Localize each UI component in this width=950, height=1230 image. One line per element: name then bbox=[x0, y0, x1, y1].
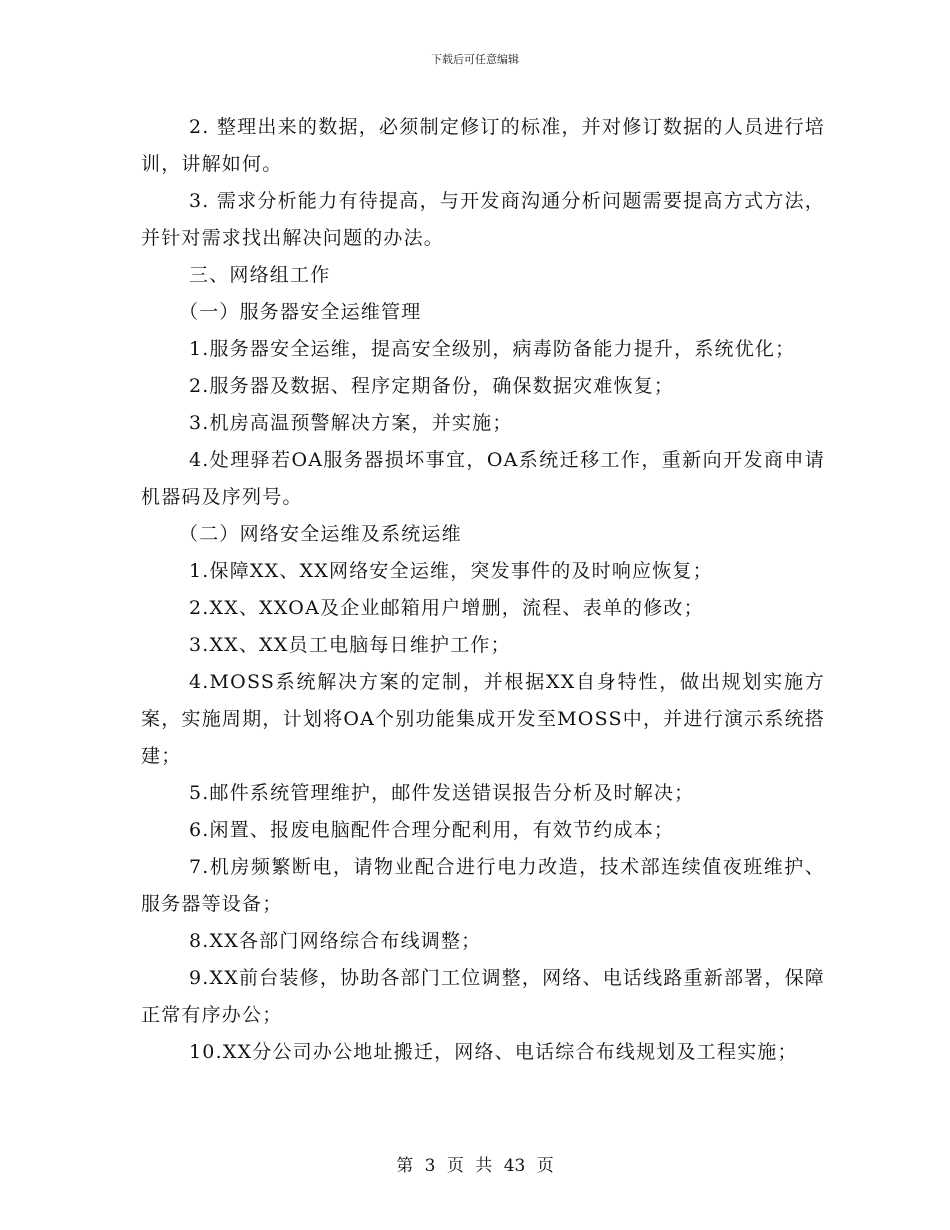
paragraph-network-item-6: 6.闲置、报废电脑配件合理分配利用，有效节约成本； bbox=[189, 819, 675, 841]
paragraph-network-item-9: 9.XX前台装修，协助各部门工位调整，网络、电话线路重新部署，保障正常有序办公； bbox=[141, 967, 825, 1026]
page-number-footer: 第 3 页 共 43 页 bbox=[396, 1156, 554, 1176]
paragraph-server-item-4: 4.处理驿若OA服务器损坏事宜，OA系统迁移工作，重新向开发商申请机器码及序列号。 bbox=[141, 449, 825, 508]
paragraph-network-item-2: 2.XX、XXOA及企业邮箱用户增删，流程、表单的修改； bbox=[189, 597, 704, 619]
paragraph-server-item-1: 1.服务器安全运维，提高安全级别，病毒防备能力提升，系统优化； bbox=[189, 338, 796, 360]
paragraph-network-item-5: 5.邮件系统管理维护，邮件发送错误报告分析及时解决； bbox=[189, 782, 695, 804]
paragraph-network-item-7: 7.机房频繁断电，请物业配合进行电力改造，技术部连续值夜班维护、服务器等设备； bbox=[141, 856, 825, 915]
paragraph-network-item-10: 10.XX分公司办公地址搬迁，网络、电话综合布线规划及工程实施； bbox=[189, 1041, 798, 1063]
section-heading-network-group: 三、网络组工作 bbox=[189, 264, 331, 286]
paragraph-network-item-4: 4.MOSS系统解决方案的定制，并根据XX自身特性，做出规划实施方案，实施周期，计划将OA个别功能集成开发至MOSS中，并进行演示系统搭建； bbox=[141, 671, 825, 767]
paragraph-network-item-1: 1.保障XX、XX网络安全运维，突发事件的及时响应恢复； bbox=[189, 560, 713, 582]
paragraph-network-item-8: 8.XX各部门网络综合布线调整； bbox=[189, 930, 482, 952]
page-header: 下载后可任意编辑 bbox=[431, 53, 519, 66]
paragraph-item-3-requirements-analysis: 3. 需求分析能力有待提高，与开发商沟通分析问题需要提高方式方法，并针对需求找出解决问题的办法。 bbox=[141, 190, 825, 249]
paragraph-network-item-3: 3.XX、XX员工电脑每日维护工作； bbox=[189, 634, 511, 656]
paragraph-item-2-data-standards: 2. 整理出来的数据，必须制定修订的标准，并对修订数据的人员进行培训，讲解如何。 bbox=[141, 116, 825, 175]
subsection-heading-server-security: （一）服务器安全运维管理 bbox=[179, 301, 422, 323]
paragraph-server-item-3: 3.机房高温预警解决方案，并实施； bbox=[189, 412, 513, 434]
document-body bbox=[141, 109, 825, 1071]
paragraph-server-item-2: 2.服务器及数据、程序定期备份，确保数据灾难恢复； bbox=[189, 375, 675, 397]
subsection-heading-network-security: （二）网络安全运维及系统运维 bbox=[179, 523, 462, 545]
